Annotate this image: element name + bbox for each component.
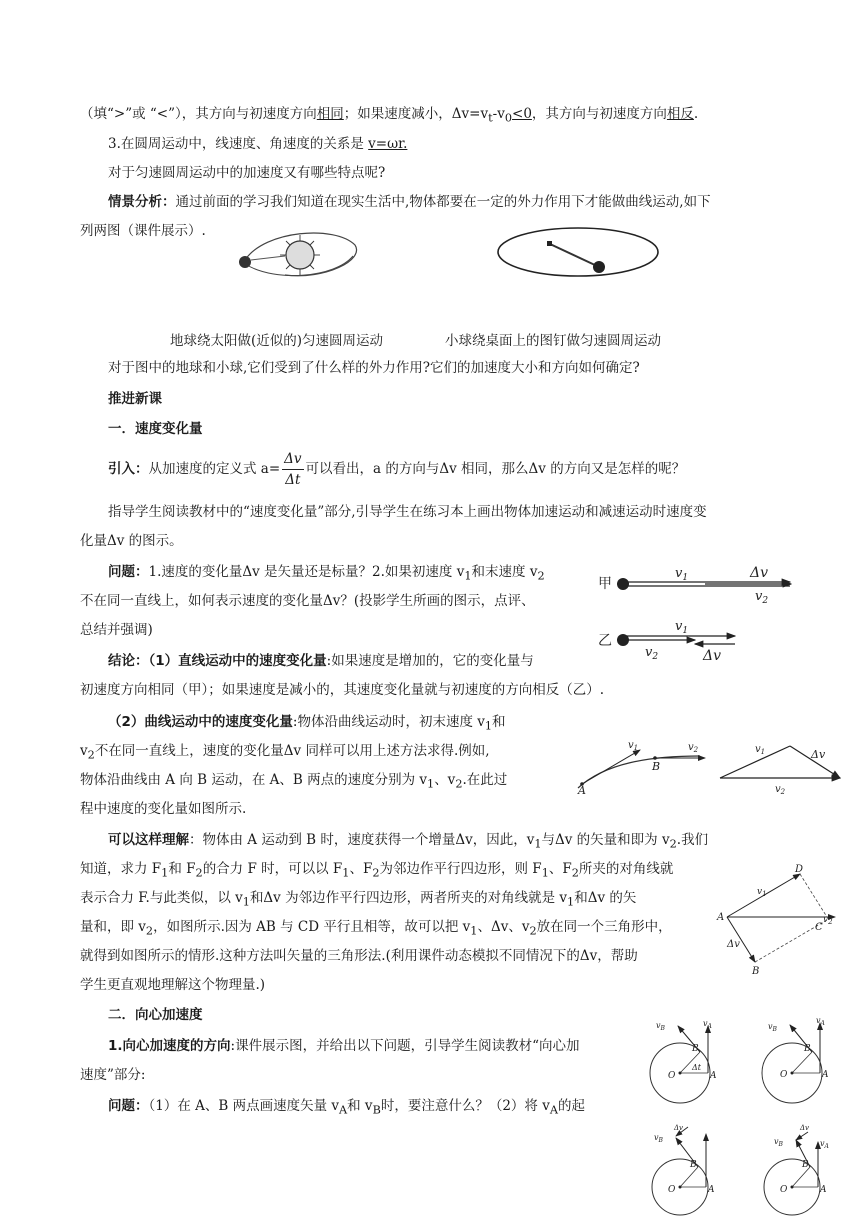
svg-text:B: B (752, 966, 760, 977)
svg-text:vA: $v_A$ (820, 1139, 829, 1150)
text-line: 总结并强调) (80, 622, 153, 638)
svg-text:v2: $v_2$ (645, 645, 659, 662)
intro-line: 引入：从加速度的定义式 a= $\frac{\Delta v}{\Delta t}$ 可以看出，a 的方向与Δv 相同，那么Δv 的方向又是怎样的呢？ (108, 451, 686, 488)
svg-text:C: C (815, 922, 823, 933)
svg-text:A: A (708, 1185, 715, 1195)
svg-text:B: B (690, 1160, 697, 1170)
svg-text:D: D (795, 864, 804, 875)
svg-text:vA: $v_A$ (703, 1019, 712, 1030)
circle-diagram-2 (760, 1015, 840, 1105)
text-line: 情景分析：通过前面的学习我们知道在现实生活中,物体都要在一定的外力作用下才能做曲线运动,如下 (108, 194, 711, 210)
svg-text:甲: 甲 (598, 576, 612, 592)
svg-text:B: B (804, 1044, 811, 1054)
svg-text:B: B (692, 1044, 699, 1054)
straight-line-velocity-diagram (595, 562, 805, 662)
earth-sun-figure (225, 220, 375, 295)
svg-text:A: A (717, 912, 725, 923)
circle-diagram-4 (760, 1122, 840, 1212)
svg-text:A: A (822, 1070, 829, 1080)
figure-caption-left: 地球绕太阳做(近似的)匀速圆周运动 (170, 333, 384, 349)
svg-text:Δv: Δv (727, 939, 740, 950)
text-line: $v_2$不在同一直线上，速度的变化量Δv 同样可以用上述方法求得.例如, (80, 743, 490, 762)
text-line: （2）曲线运动中的速度变化量:物体沿曲线运动时，初末速度 $v_1$和 (108, 714, 506, 733)
vector-triangle-diagram (715, 738, 845, 798)
svg-text:v1: $v_1$ (675, 566, 689, 583)
text-line: 物体沿曲线由 A 向 B 运动，在 A、B 两点的速度分别为 $v_1$、$v_2$.在此过 (80, 772, 508, 791)
svg-text:乙: 乙 (598, 633, 612, 649)
text-line: 程中速度的变化量如图所示. (80, 801, 247, 817)
svg-text:v2: $v_2$ (775, 784, 786, 796)
text-line: 量和，即 $v_2$，如图所示.因为 AB 与 CD 平行且相等，故可以把 $v_1$、Δv、$v_2$放在同一个三角形中， (80, 919, 672, 938)
svg-text:vB: $v_B$ (774, 1137, 783, 1148)
circle-diagram-3 (648, 1122, 728, 1212)
svg-text:vB: $v_B$ (654, 1133, 663, 1144)
acceleration-fraction: $\frac{\Delta v}{\Delta t}$ (284, 451, 302, 488)
section-title-1: 一．速度变化量 (108, 421, 203, 437)
svg-text:A: A (578, 784, 586, 797)
text-line: 化量Δv 的图示。 (80, 533, 183, 549)
svg-text:v1: $v_1$ (755, 744, 766, 756)
text-line: 结论：（1）直线运动中的速度变化量:如果速度是增加的，它的变化量与 (108, 653, 534, 669)
curved-motion-diagram (560, 738, 710, 798)
svg-text:v1: $v_1$ (757, 887, 767, 898)
svg-text:v2: $v_2$ (755, 589, 769, 606)
heading-new-lesson: 推进新课 (108, 391, 162, 407)
svg-text:v2: $v_2$ (688, 742, 699, 754)
text-line: 指导学生阅读教材中的“速度变化量”部分,引导学生在练习本上画出物体加速运动和减速运动时速度变 (108, 504, 707, 520)
ball-pin-figure (495, 222, 665, 282)
svg-text:O: O (668, 1071, 676, 1081)
text-line: 列两图（课件展示）. (80, 223, 206, 239)
svg-text:A: A (710, 1071, 717, 1081)
text-line: 1.向心加速度的方向:课件展示图，并给出以下问题，引导学生阅读教材“向心加 (108, 1038, 580, 1054)
svg-text:O: O (780, 1070, 788, 1080)
svg-text:v1: $v_1$ (675, 619, 689, 636)
text-line: 速度”部分: (80, 1067, 146, 1083)
text-line: 对于匀速圆周运动中的加速度又有哪些特点呢? (108, 165, 386, 181)
text-line: 就得到如图所示的情形.这种方法叫矢量的三角形法.(利用课件动态模拟不同情况下的Δv，帮助 (80, 948, 638, 964)
text-line: 可以这样理解：物体由 A 运动到 B 时，速度获得一个增量Δv，因此，$v_1$与Δv 的矢量和即为 $v_2$.我们 (108, 832, 709, 851)
text-line: 表示合力 F.与此类似，以 $v_1$和Δv 为邻边作平行四边形，两者所夹的对角线就是 $v_1$和Δv 的矢 (80, 890, 637, 909)
svg-text:B: B (802, 1160, 809, 1170)
svg-text:vB: $v_B$ (768, 1022, 777, 1033)
svg-text:Δv: Δv (703, 648, 722, 664)
text-line: 不在同一直线上，如何表示速度的变化量Δv？(投影学生所画的图示，点评、 (80, 593, 535, 609)
text-line: 初速度方向相同（甲）；如果速度是减小的，其速度变化量就与初速度的方向相反（乙）. (80, 682, 605, 698)
text-line: 问题：（1）在 A、B 两点画速度矢量 $v_A$和 $v_B$时，要注意什么？（2）将 $v_A$的起 (108, 1098, 585, 1117)
svg-text:A: A (820, 1185, 827, 1195)
text-line: （填“>”或 “<”），其方向与初速度方向相同；如果速度减小，$\Delta v=v_t-v_0<0$，其方向与初速度方向相反. (80, 106, 699, 125)
text-line: 学生更直观地理解这个物理量.) (80, 977, 266, 993)
svg-text:O: O (780, 1185, 788, 1195)
text-line: 对于图中的地球和小球,它们受到了什么样的外力作用?它们的加速度大小和方向如何确定? (108, 360, 640, 376)
svg-text:Δv: Δv (750, 565, 769, 581)
text-line: 3.在圆周运动中，线速度、角速度的关系是 v=ωr. (108, 136, 408, 152)
svg-text:Δv: Δv (811, 748, 826, 761)
svg-text:O: O (668, 1185, 676, 1195)
svg-text:Δv: Δv (674, 1124, 684, 1132)
parallelogram-diagram (715, 862, 845, 977)
svg-text:vA: $v_A$ (816, 1016, 825, 1027)
text-line: 知道，求力 $F_1$和 $F_2$的合力 F 时，可以以 $F_1$、$F_2$为邻边作平行四边形，则 $F_1$、$F_2$所夹的对角线就 (80, 861, 674, 880)
svg-text:v1: $v_1$ (628, 740, 639, 752)
svg-text:vB: $v_B$ (656, 1021, 665, 1032)
svg-text:v2: $v_2$ (823, 915, 833, 926)
circle-diagram-1 (648, 1018, 728, 1108)
svg-text:Δt: Δt (692, 1063, 701, 1072)
text-line: 问题：1.速度的变化量Δv 是矢量还是标量？2.如果初速度 $v_1$和末速度 $v_2$ (108, 564, 545, 583)
section-title-2: 二．向心加速度 (108, 1007, 203, 1023)
svg-text:Δv: Δv (800, 1124, 810, 1132)
figure-caption-right: 小球绕桌面上的图钉做匀速圆周运动 (445, 333, 661, 349)
svg-text:B: B (652, 760, 661, 773)
